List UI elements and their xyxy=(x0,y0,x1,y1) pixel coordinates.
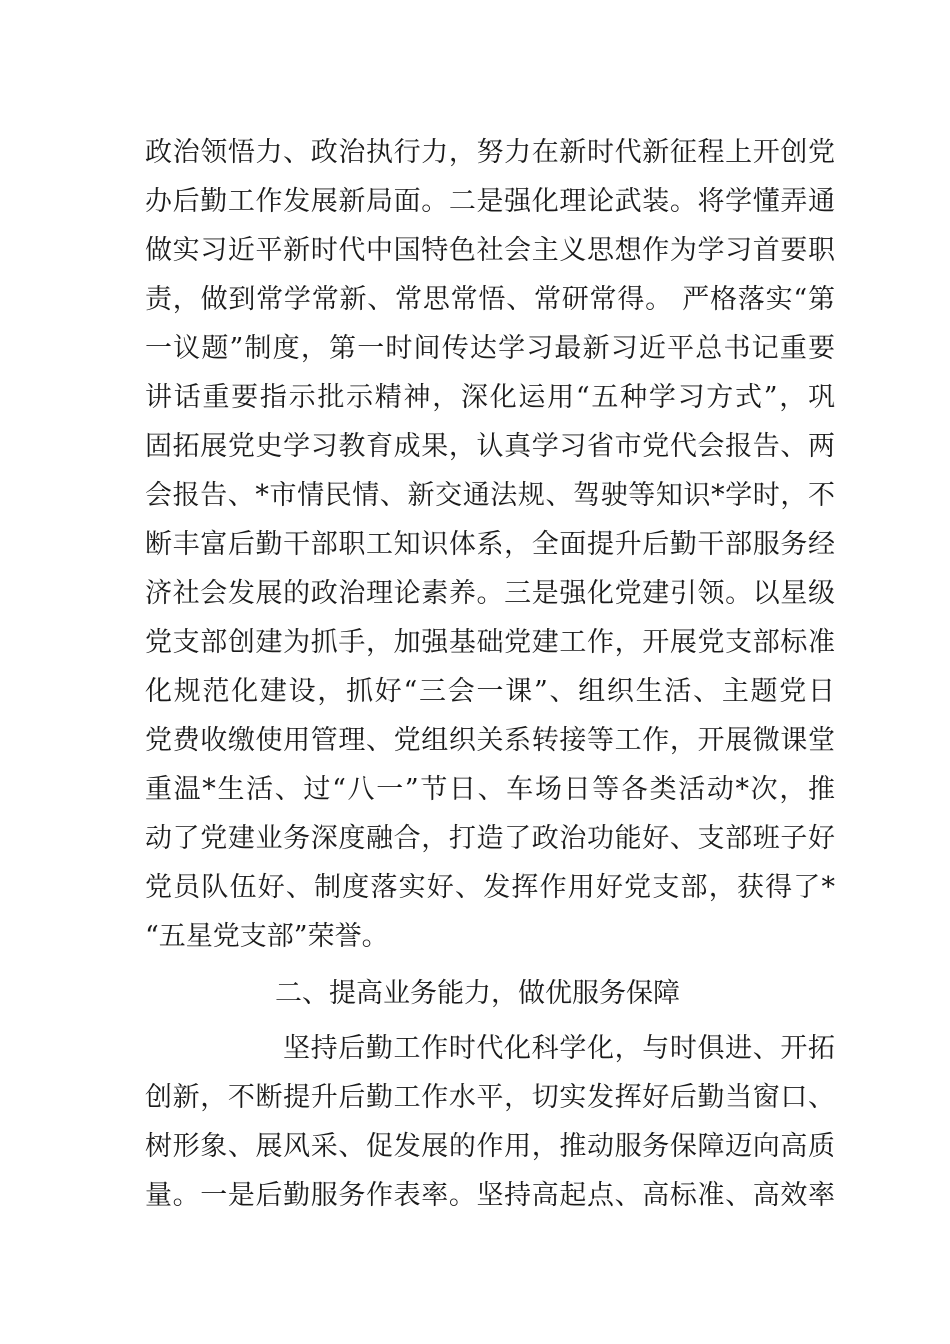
paragraph-line: “五星党支部”荣誉。 xyxy=(145,921,389,952)
paragraph-line: 党支部创建为抓手，加强基础党建工作，开展党支部标准 xyxy=(145,627,835,658)
paragraph-line: 讲话重要指示批示精神，深化运用“五种学习方式”，巩 xyxy=(145,382,835,413)
paragraph-line: 重温*生活、过“八一”节日、车场日等各类活动*次，推 xyxy=(145,774,835,805)
paragraph-line: 责，做到常学常新、常思常悟、常研常得。 严格落实“第 xyxy=(145,284,835,315)
paragraph-line: 党员队伍好、制度落实好、发挥作用好党支部，获得了* xyxy=(145,872,835,903)
paragraph-line: 办后勤工作发展新局面。二是强化理论武装。将学懂弄通 xyxy=(145,186,835,217)
paragraph-line: 量。一是后勤服务作表率。坚持高起点、高标准、高效率 xyxy=(145,1180,835,1211)
paragraph-line: 济社会发展的政治理论素养。三是强化党建引领。以星级 xyxy=(145,578,835,609)
paragraph-line: 创新，不断提升后勤工作水平，切实发挥好后勤当窗口、 xyxy=(145,1082,835,1113)
paragraph-line: 树形象、展风采、促发展的作用，推动服务保障迈向高质 xyxy=(145,1131,835,1162)
paragraph-line: 固拓展党史学习教育成果，认真学习省市党代会报告、两 xyxy=(145,431,835,462)
paragraph-line: 坚持后勤工作时代化科学化，与时俱进、开拓 xyxy=(283,1033,835,1064)
paragraph-line: 做实习近平新时代中国特色社会主义思想作为学习首要职 xyxy=(145,235,835,266)
paragraph-line: 会报告、*市情民情、新交通法规、驾驶等知识*学时，不 xyxy=(145,480,835,511)
paragraph-line: 断丰富后勤干部职工知识体系，全面提升后勤干部服务经 xyxy=(145,529,835,560)
paragraph-line: 化规范化建设，抓好“三会一课”、组织生活、主题党日 xyxy=(145,676,835,707)
paragraph-line: 党费收缴使用管理、党组织关系转接等工作，开展微课堂 xyxy=(145,725,835,756)
paragraph-line: 政治领悟力、政治执行力，努力在新时代新征程上开创党 xyxy=(145,137,835,168)
section-heading: 二、提高业务能力，做优服务保障 xyxy=(275,978,680,1009)
paragraph-line: 动了党建业务深度融合，打造了政治功能好、支部班子好 xyxy=(145,823,835,854)
paragraph-line: 一议题”制度，第一时间传达学习最新习近平总书记重要 xyxy=(145,333,835,364)
